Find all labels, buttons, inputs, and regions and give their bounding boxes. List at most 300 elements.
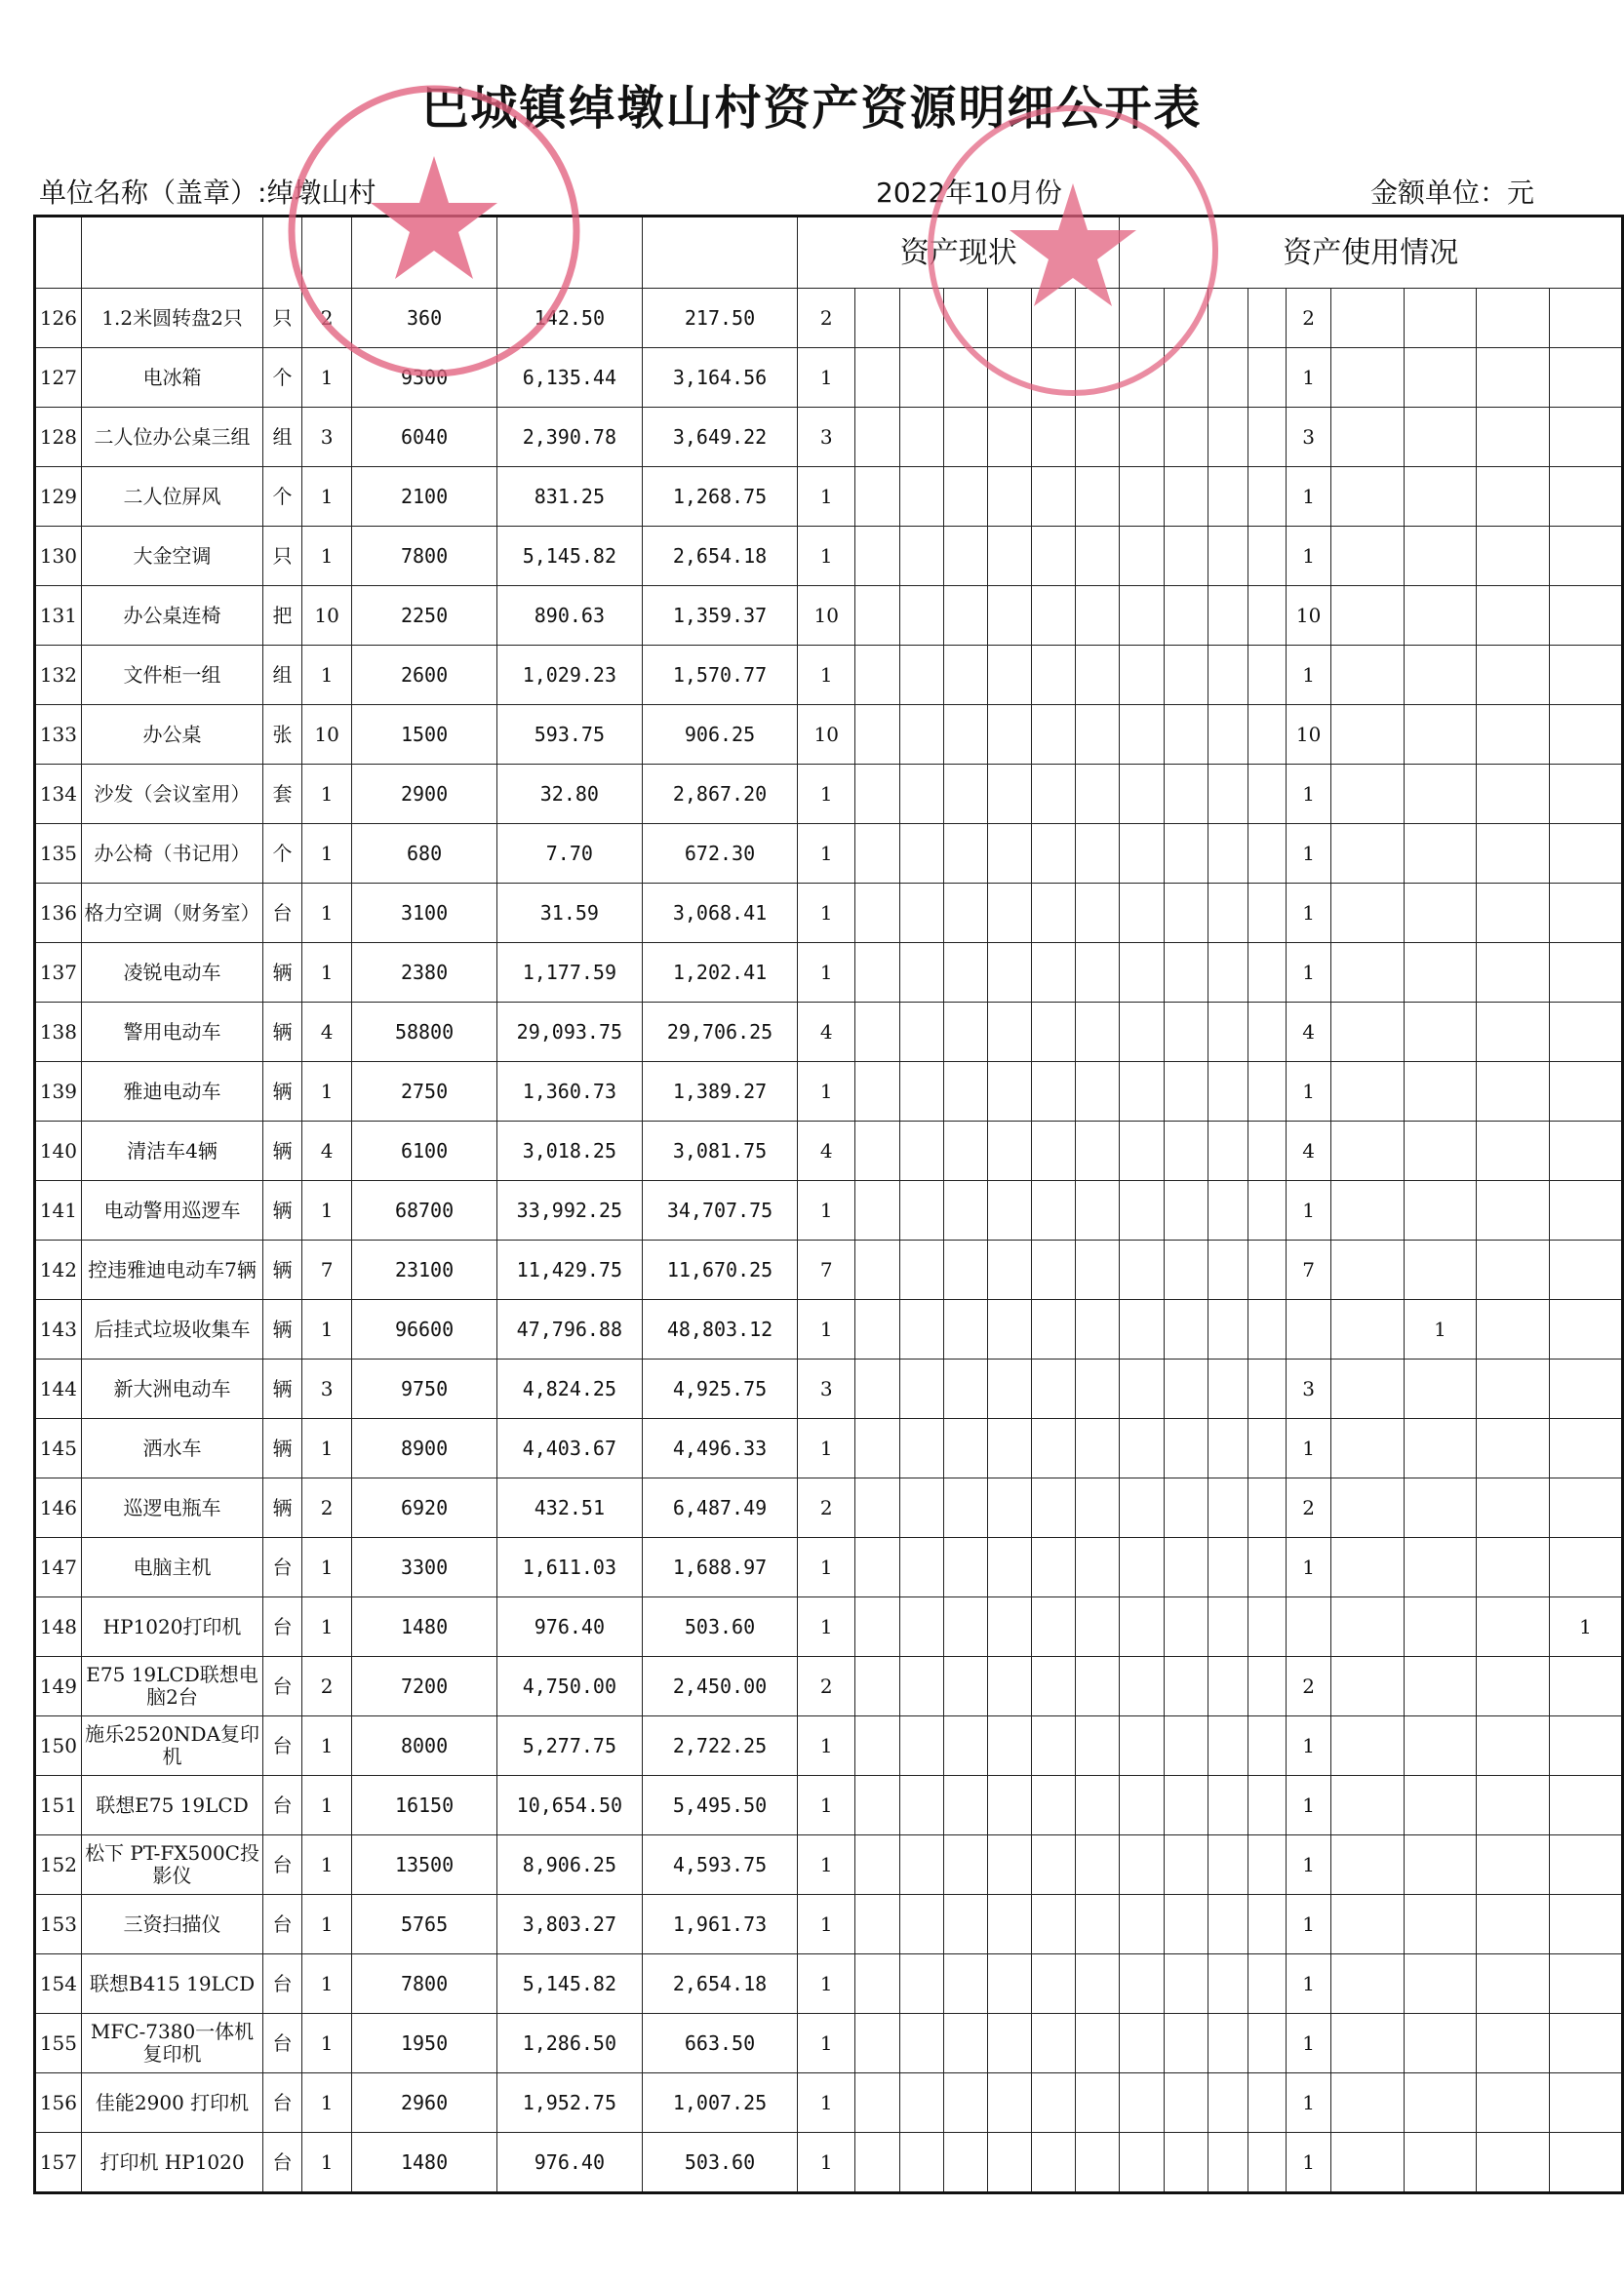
- table-row: [35, 1538, 1623, 1597]
- table-row: [35, 646, 1623, 705]
- row-number-cell: 152: [35, 1835, 82, 1895]
- item-name-cell: MFC-7380一体机复印机: [81, 2014, 262, 2073]
- usage-extra-a-cell: [1404, 1835, 1477, 1895]
- depreciation-cell: 1,360.73: [496, 1062, 642, 1122]
- table-row: [35, 705, 1623, 765]
- original-value-cell: 5765: [352, 1895, 496, 1954]
- usage-extra-a-cell: [1404, 705, 1477, 765]
- quantity-cell: 1: [301, 1776, 352, 1835]
- empty-cell: [1164, 1954, 1208, 2014]
- empty-cell: [899, 646, 943, 705]
- empty-cell: [943, 1538, 987, 1597]
- empty-cell: [1032, 467, 1076, 527]
- empty-cell: [1477, 1597, 1550, 1657]
- status-count-cell: 4: [798, 1003, 855, 1062]
- empty-cell: [899, 1835, 943, 1895]
- item-name-cell: 佳能2900 打印机: [81, 2073, 262, 2133]
- table-row: [35, 1716, 1623, 1776]
- depreciation-cell: 10,654.50: [496, 1776, 642, 1835]
- usage-extra-b-cell: [1550, 527, 1623, 586]
- empty-cell: [855, 943, 899, 1003]
- usage-extra-b-cell: [1550, 2133, 1623, 2193]
- net-value-cell: 2,722.25: [642, 1716, 797, 1776]
- usage-extra-b-cell: [1550, 646, 1623, 705]
- quantity-cell: 1: [301, 1062, 352, 1122]
- empty-cell: [1477, 289, 1550, 348]
- net-value-cell: 217.50: [642, 289, 797, 348]
- empty-cell: [1477, 1419, 1550, 1478]
- empty-cell: [855, 348, 899, 408]
- unit-cell: 台: [263, 1835, 302, 1895]
- empty-cell: [1248, 1360, 1287, 1419]
- empty-cell: [1120, 467, 1164, 527]
- empty-cell: [1248, 1003, 1287, 1062]
- empty-cell: [1330, 2014, 1404, 2073]
- original-value-cell: 9300: [352, 348, 496, 408]
- net-value-cell: 1,961.73: [642, 1895, 797, 1954]
- original-value-cell: 96600: [352, 1300, 496, 1360]
- empty-cell: [987, 2014, 1031, 2073]
- usage-count-cell: 2: [1287, 1478, 1331, 1538]
- original-value-cell: 68700: [352, 1181, 496, 1241]
- original-value-cell: 1480: [352, 2133, 496, 2193]
- empty-cell: [855, 408, 899, 467]
- empty-cell: [899, 1360, 943, 1419]
- depreciation-cell: 1,611.03: [496, 1538, 642, 1597]
- empty-cell: [1477, 646, 1550, 705]
- quantity-cell: 1: [301, 1716, 352, 1776]
- quantity-cell: 1: [301, 943, 352, 1003]
- item-name-cell: 雅迪电动车: [81, 1062, 262, 1122]
- empty-cell: [1120, 1716, 1164, 1776]
- empty-cell: [1248, 1657, 1287, 1716]
- usage-count-cell: 1: [1287, 527, 1331, 586]
- empty-cell: [1076, 1360, 1120, 1419]
- usage-extra-b-cell: [1550, 1300, 1623, 1360]
- empty-cell: [1032, 1776, 1076, 1835]
- usage-extra-b-cell: [1550, 943, 1623, 1003]
- usage-count-cell: 10: [1287, 586, 1331, 646]
- empty-cell: [1248, 1478, 1287, 1538]
- empty-cell: [943, 1122, 987, 1181]
- usage-count-cell: [1287, 1300, 1331, 1360]
- empty-cell: [943, 1478, 987, 1538]
- empty-cell: [943, 1657, 987, 1716]
- quantity-cell: 4: [301, 1122, 352, 1181]
- empty-cell: [1164, 1360, 1208, 1419]
- empty-cell: [943, 943, 987, 1003]
- original-value-cell: 2250: [352, 586, 496, 646]
- empty-cell: [1248, 1954, 1287, 2014]
- empty-cell: [987, 1657, 1031, 1716]
- empty-cell: [1208, 2014, 1248, 2073]
- empty-cell: [1208, 527, 1248, 586]
- empty-cell: [899, 1597, 943, 1657]
- empty-cell: [899, 824, 943, 884]
- empty-cell: [1076, 1954, 1120, 2014]
- empty-cell: [1248, 1597, 1287, 1657]
- quantity-cell: 1: [301, 1538, 352, 1597]
- empty-cell: [1248, 824, 1287, 884]
- empty-cell: [899, 765, 943, 824]
- table-row: [35, 1003, 1623, 1062]
- empty-cell: [1208, 1419, 1248, 1478]
- depreciation-cell: 1,952.75: [496, 2073, 642, 2133]
- net-value-cell: 6,487.49: [642, 1478, 797, 1538]
- quantity-cell: 1: [301, 1597, 352, 1657]
- usage-extra-a-cell: [1404, 1003, 1477, 1062]
- net-value-cell: 1,359.37: [642, 586, 797, 646]
- empty-cell: [1330, 1122, 1404, 1181]
- usage-extra-a-cell: [1404, 1360, 1477, 1419]
- table-row: [35, 1241, 1623, 1300]
- empty-cell: [1120, 705, 1164, 765]
- empty-cell: [855, 1300, 899, 1360]
- empty-cell: [1032, 1003, 1076, 1062]
- empty-cell: [943, 1003, 987, 1062]
- usage-count-cell: 1: [1287, 2133, 1331, 2193]
- usage-extra-b-cell: [1550, 824, 1623, 884]
- empty-cell: [855, 586, 899, 646]
- empty-cell: [1032, 765, 1076, 824]
- empty-cell: [1120, 1478, 1164, 1538]
- empty-cell: [987, 884, 1031, 943]
- empty-cell: [1208, 765, 1248, 824]
- usage-count-cell: 1: [1287, 467, 1331, 527]
- depreciation-cell: 4,824.25: [496, 1360, 642, 1419]
- usage-extra-a-cell: [1404, 527, 1477, 586]
- status-count-cell: 1: [798, 527, 855, 586]
- empty-cell: [1032, 1597, 1076, 1657]
- quantity-cell: 3: [301, 1360, 352, 1419]
- empty-cell: [1164, 527, 1208, 586]
- empty-cell: [1076, 1835, 1120, 1895]
- empty-cell: [1330, 1003, 1404, 1062]
- table-row: [35, 1300, 1623, 1360]
- empty-cell: [1164, 1003, 1208, 1062]
- empty-cell: [1248, 705, 1287, 765]
- empty-cell: [855, 527, 899, 586]
- empty-cell: [1164, 646, 1208, 705]
- item-name-cell: 办公桌连椅: [81, 586, 262, 646]
- empty-cell: [1330, 1716, 1404, 1776]
- item-name-cell: HP1020打印机: [81, 1597, 262, 1657]
- empty-cell: [943, 467, 987, 527]
- unit-cell: 台: [263, 1716, 302, 1776]
- empty-cell: [1120, 1122, 1164, 1181]
- depreciation-cell: 11,429.75: [496, 1241, 642, 1300]
- item-name-cell: 电动警用巡逻车: [81, 1181, 262, 1241]
- empty-cell: [855, 1419, 899, 1478]
- unit-cell: 套: [263, 765, 302, 824]
- empty-cell: [899, 1954, 943, 2014]
- empty-cell: [855, 1954, 899, 2014]
- empty-cell: [1477, 1360, 1550, 1419]
- empty-cell: [1330, 1895, 1404, 1954]
- status-count-cell: 1: [798, 1835, 855, 1895]
- row-number-cell: 148: [35, 1597, 82, 1657]
- empty-cell: [1248, 1300, 1287, 1360]
- row-number-cell: 154: [35, 1954, 82, 2014]
- empty-cell: [1330, 943, 1404, 1003]
- empty-cell: [943, 1954, 987, 2014]
- usage-count-cell: 2: [1287, 1657, 1331, 1716]
- empty-cell: [1208, 943, 1248, 1003]
- empty-cell: [1032, 527, 1076, 586]
- empty-cell: [899, 2133, 943, 2193]
- net-value-cell: 2,654.18: [642, 527, 797, 586]
- item-name-cell: 1.2米圆转盘2只: [81, 289, 262, 348]
- row-number-cell: 135: [35, 824, 82, 884]
- original-value-cell: 2900: [352, 765, 496, 824]
- empty-cell: [987, 1538, 1031, 1597]
- net-value-cell: 4,593.75: [642, 1835, 797, 1895]
- status-count-cell: 3: [798, 1360, 855, 1419]
- empty-cell: [1330, 348, 1404, 408]
- empty-cell: [987, 1716, 1031, 1776]
- depreciation-cell: 5,145.82: [496, 1954, 642, 2014]
- usage-extra-b-cell: [1550, 586, 1623, 646]
- status-count-cell: 10: [798, 586, 855, 646]
- empty-cell: [899, 467, 943, 527]
- empty-cell: [1076, 1657, 1120, 1716]
- usage-extra-b-cell: [1550, 1954, 1623, 2014]
- empty-cell: [1248, 467, 1287, 527]
- row-number-cell: 137: [35, 943, 82, 1003]
- empty-cell: [1032, 1300, 1076, 1360]
- empty-cell: [899, 1776, 943, 1835]
- empty-cell: [855, 1122, 899, 1181]
- header-row: [35, 217, 1623, 289]
- empty-cell: [1330, 1657, 1404, 1716]
- empty-cell: [1248, 2133, 1287, 2193]
- item-name-cell: 洒水车: [81, 1419, 262, 1478]
- empty-cell: [987, 1597, 1031, 1657]
- table-row: [35, 2014, 1623, 2073]
- table-row: [35, 1062, 1623, 1122]
- empty-cell: [1477, 2133, 1550, 2193]
- empty-cell: [899, 2014, 943, 2073]
- original-value-cell: 680: [352, 824, 496, 884]
- item-name-cell: 后挂式垃圾收集车: [81, 1300, 262, 1360]
- item-name-cell: 巡逻电瓶车: [81, 1478, 262, 1538]
- empty-cell: [987, 586, 1031, 646]
- empty-cell: [899, 2073, 943, 2133]
- empty-cell: [1164, 705, 1208, 765]
- empty-cell: [1032, 1954, 1076, 2014]
- usage-extra-a-cell: [1404, 1181, 1477, 1241]
- item-name-cell: 文件柜一组: [81, 646, 262, 705]
- empty-cell: [1330, 1835, 1404, 1895]
- empty-cell: [1164, 1181, 1208, 1241]
- status-count-cell: 1: [798, 1954, 855, 2014]
- unit-cell: 辆: [263, 1062, 302, 1122]
- net-value-cell: 672.30: [642, 824, 797, 884]
- unit-cell: 辆: [263, 1003, 302, 1062]
- usage-count-cell: 1: [1287, 2014, 1331, 2073]
- depreciation-cell: 6,135.44: [496, 348, 642, 408]
- net-value-cell: 663.50: [642, 2014, 797, 2073]
- empty-cell: [1164, 467, 1208, 527]
- row-number-cell: 130: [35, 527, 82, 586]
- usage-extra-b-cell: [1550, 2073, 1623, 2133]
- empty-cell: [1477, 1716, 1550, 1776]
- item-name-cell: 联想B415 19LCD: [81, 1954, 262, 2014]
- usage-count-cell: 1: [1287, 765, 1331, 824]
- empty-cell: [1208, 884, 1248, 943]
- usage-extra-b-cell: [1550, 1538, 1623, 1597]
- original-value-cell: 2600: [352, 646, 496, 705]
- net-value-cell: 1,688.97: [642, 1538, 797, 1597]
- empty-cell: [1032, 408, 1076, 467]
- item-name-cell: 警用电动车: [81, 1003, 262, 1062]
- table-row: [35, 1776, 1623, 1835]
- unit-cell: 辆: [263, 1241, 302, 1300]
- empty-cell: [1120, 2073, 1164, 2133]
- empty-cell: [1330, 289, 1404, 348]
- empty-cell: [1248, 1716, 1287, 1776]
- quantity-cell: 1: [301, 2133, 352, 2193]
- status-count-cell: 1: [798, 824, 855, 884]
- table-row: [35, 1657, 1623, 1716]
- empty-cell: [1330, 1181, 1404, 1241]
- depreciation-cell: 3,018.25: [496, 1122, 642, 1181]
- unit-cell: 台: [263, 1538, 302, 1597]
- quantity-cell: 10: [301, 705, 352, 765]
- empty-cell: [1076, 1062, 1120, 1122]
- original-value-cell: 3300: [352, 1538, 496, 1597]
- item-name-cell: 打印机 HP1020: [81, 2133, 262, 2193]
- empty-cell: [1208, 2073, 1248, 2133]
- empty-cell: [987, 467, 1031, 527]
- empty-cell: [1164, 765, 1208, 824]
- empty-cell: [1330, 1538, 1404, 1597]
- empty-cell: [943, 1776, 987, 1835]
- usage-extra-b-cell: [1550, 705, 1623, 765]
- empty-cell: [1164, 2073, 1208, 2133]
- depreciation-cell: 1,177.59: [496, 943, 642, 1003]
- empty-cell: [1164, 824, 1208, 884]
- row-number-cell: 134: [35, 765, 82, 824]
- table-row: [35, 1597, 1623, 1657]
- empty-cell: [987, 1062, 1031, 1122]
- empty-cell: [1477, 1122, 1550, 1181]
- depreciation-cell: 3,803.27: [496, 1895, 642, 1954]
- table-row: [35, 1181, 1623, 1241]
- empty-cell: [1330, 1419, 1404, 1478]
- empty-cell: [1076, 1597, 1120, 1657]
- unit-cell: 台: [263, 2014, 302, 2073]
- row-number-cell: 149: [35, 1657, 82, 1716]
- empty-cell: [1164, 1716, 1208, 1776]
- table-row: [35, 2133, 1623, 2193]
- usage-count-cell: 1: [1287, 348, 1331, 408]
- empty-cell: [1248, 1895, 1287, 1954]
- empty-cell: [1076, 1716, 1120, 1776]
- item-name-cell: 办公桌: [81, 705, 262, 765]
- empty-cell: [1032, 705, 1076, 765]
- empty-cell: [899, 527, 943, 586]
- net-value-cell: 1,202.41: [642, 943, 797, 1003]
- usage-count-cell: 1: [1287, 1776, 1331, 1835]
- usage-count-cell: 1: [1287, 646, 1331, 705]
- header-blank: [81, 217, 262, 289]
- empty-cell: [1330, 705, 1404, 765]
- depreciation-cell: 5,277.75: [496, 1716, 642, 1776]
- empty-cell: [855, 1538, 899, 1597]
- empty-cell: [1164, 2133, 1208, 2193]
- empty-cell: [1076, 705, 1120, 765]
- item-name-cell: E75 19LCD联想电脑2台: [81, 1657, 262, 1716]
- empty-cell: [1248, 646, 1287, 705]
- empty-cell: [899, 705, 943, 765]
- original-value-cell: 8900: [352, 1419, 496, 1478]
- net-value-cell: 4,925.75: [642, 1360, 797, 1419]
- empty-cell: [1208, 1360, 1248, 1419]
- row-number-cell: 140: [35, 1122, 82, 1181]
- status-count-cell: 3: [798, 408, 855, 467]
- usage-extra-a-cell: [1404, 2073, 1477, 2133]
- net-value-cell: 34,707.75: [642, 1181, 797, 1241]
- empty-cell: [1164, 1538, 1208, 1597]
- unit-cell: 只: [263, 289, 302, 348]
- status-count-cell: 1: [798, 1716, 855, 1776]
- empty-cell: [943, 1716, 987, 1776]
- usage-count-cell: 1: [1287, 1716, 1331, 1776]
- depreciation-cell: 890.63: [496, 586, 642, 646]
- empty-cell: [1076, 1181, 1120, 1241]
- unit-cell: 辆: [263, 1122, 302, 1181]
- row-number-cell: 153: [35, 1895, 82, 1954]
- unit-cell: 辆: [263, 1478, 302, 1538]
- empty-cell: [1120, 527, 1164, 586]
- empty-cell: [1032, 1181, 1076, 1241]
- empty-cell: [855, 1597, 899, 1657]
- status-count-cell: 1: [798, 1062, 855, 1122]
- empty-cell: [1477, 943, 1550, 1003]
- net-value-cell: 11,670.25: [642, 1241, 797, 1300]
- empty-cell: [1477, 1062, 1550, 1122]
- item-name-cell: 沙发（会议室用）: [81, 765, 262, 824]
- empty-cell: [943, 1360, 987, 1419]
- net-value-cell: 2,450.00: [642, 1657, 797, 1716]
- table-row: [35, 1835, 1623, 1895]
- quantity-cell: 1: [301, 646, 352, 705]
- empty-cell: [855, 2014, 899, 2073]
- empty-cell: [1032, 1062, 1076, 1122]
- net-value-cell: 906.25: [642, 705, 797, 765]
- empty-cell: [1120, 2014, 1164, 2073]
- original-value-cell: 7200: [352, 1657, 496, 1716]
- status-count-cell: 1: [798, 2014, 855, 2073]
- depreciation-cell: 33,992.25: [496, 1181, 642, 1241]
- empty-cell: [1248, 884, 1287, 943]
- usage-extra-b-cell: [1550, 1062, 1623, 1122]
- empty-cell: [1248, 1181, 1287, 1241]
- status-count-cell: 4: [798, 1122, 855, 1181]
- table-row: [35, 586, 1623, 646]
- table-row: [35, 408, 1623, 467]
- table-row: [35, 1419, 1623, 1478]
- empty-cell: [1076, 884, 1120, 943]
- empty-cell: [1120, 1835, 1164, 1895]
- empty-cell: [1248, 1062, 1287, 1122]
- empty-cell: [1120, 1062, 1164, 1122]
- empty-cell: [1208, 1181, 1248, 1241]
- empty-cell: [1477, 1954, 1550, 2014]
- empty-cell: [943, 2073, 987, 2133]
- empty-cell: [1076, 2133, 1120, 2193]
